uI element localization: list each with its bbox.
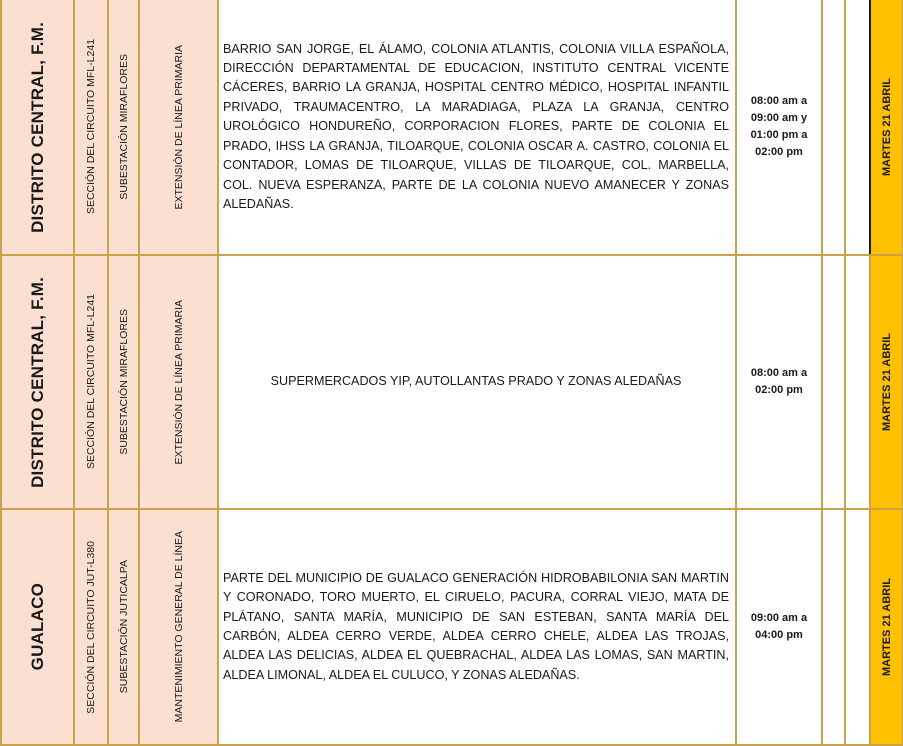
date-cell <box>870 509 903 745</box>
circuit-label: SECCIÓN DEL CIRCUITO MFL-L241 <box>85 294 97 470</box>
work-type-cell <box>139 0 218 255</box>
affected-areas-cell <box>218 509 736 745</box>
location-cell <box>1 0 74 255</box>
circuit-cell <box>74 255 108 509</box>
blank-cell <box>822 509 845 745</box>
circuit-label: SECCIÓN DEL CIRCUITO MFL-L241 <box>85 39 97 215</box>
hours-text: 09:00 am a 04:00 pm <box>750 612 808 641</box>
table-row <box>1 255 903 509</box>
substation-cell <box>108 0 139 255</box>
blank-cell <box>822 0 845 255</box>
hours-cell <box>736 0 822 255</box>
work-type-label: MANTENIMIENTO GENERAL DE LÍNEA <box>172 531 185 723</box>
hours-cell <box>736 509 822 745</box>
date-label: MARTES 21 ABRIL <box>880 78 893 176</box>
blank-cell <box>845 0 870 255</box>
affected-areas-cell <box>218 255 736 509</box>
hours-cell <box>736 255 822 509</box>
work-type-label: EXTENSIÓN DE LÍNEA PRIMARIA <box>172 299 185 465</box>
affected-areas-text: SUPERMERCADOS YIP, AUTOLLANTAS PRADO Y ZONAS ALEDAÑAS <box>270 374 682 389</box>
blank-cell <box>845 509 870 745</box>
location-label: GUALACO <box>27 583 47 671</box>
substation-label: SUBESTACIÓN MIRAFLORES <box>117 54 130 200</box>
work-type-cell <box>139 509 218 745</box>
location-label: DISTRITO CENTRAL, F.M. <box>27 276 47 488</box>
substation-cell <box>108 509 139 745</box>
work-type-cell <box>139 255 218 509</box>
hours-text: 08:00 am a 09:00 am y 01:00 pm a 02:00 pm <box>750 95 808 158</box>
date-label: MARTES 21 ABRIL <box>880 578 893 676</box>
table-row <box>1 0 903 255</box>
substation-label: SUBESTACIÓN JUTICALPA <box>117 560 130 694</box>
hours-text: 08:00 am a 02:00 pm <box>750 367 808 396</box>
affected-areas-text: BARRIO SAN JORGE, EL ÁLAMO, COLONIA ATLANTIS, COLONIA VILLA ESPAÑOLA, DIRECCIÓN DEPARTAMENTAL DE EDUCACION, INSTITUTO CENTRAL VICENTE CÁCERES, BARRIO LA GRANJA, HOSPITAL CENTRO MÉDICO, HOSPITAL INFANTIL PRIVADO, TRAUMACENTRO, LA MARADIAGA, PLAZA LA GRANJA, CENTRO UROLÓGICO HONDUREÑO, CORPORACION FLORES, PARTE DE COLONIA EL PRADO, IHSS LA GRANJA, TILOARQUE, COLONIA OSCAR A. CASTRO, COLONIA EL CONTADOR, LOMAS DE TILOARQUE, VILLAS DE TILOARQUE, COL. MARBELLA, COL. NUEVA ESPERANZA, PARTE DE LA COLONIA NUEVO AMANECER Y ZONAS ALEDAÑAS. <box>223 41 729 211</box>
circuit-cell <box>74 0 108 255</box>
date-cell <box>870 0 903 255</box>
circuit-cell <box>74 509 108 745</box>
substation-cell <box>108 255 139 509</box>
blank-cell <box>845 255 870 509</box>
location-cell <box>1 509 74 745</box>
affected-areas-cell <box>218 0 736 255</box>
affected-areas-text: PARTE DEL MUNICIPIO DE GUALACO GENERACIÓN HIDROBABILONIA SAN MARTIN Y CORONADO, TORO MUERTO, EL CIRUELO, PACURA, CORRAL VIEJO, MATA DE PLÁTANO, SANTA MARÍA, MUNICIPIO DE SAN ESTEBAN, SANTA MARÍA DEL CARBÓN, ALDEA CERRO VERDE, ALDEA CERRO CHELE, ALDEA LAS TROJAS, ALDEA LAS DELICIAS, ALDEA EL QUEBRACHAL, ALDEA LAS LOMAS, SAN MARTIN, ALDEA LIMONAL, ALDEA EL CULUCO, Y ZONAS ALEDAÑAS. <box>223 570 729 682</box>
location-cell <box>1 255 74 509</box>
table-row <box>1 509 903 745</box>
substation-label: SUBESTACIÓN MIRAFLORES <box>117 309 130 455</box>
date-label: MARTES 21 ABRIL <box>880 333 893 431</box>
circuit-label: SECCIÓN DEL CIRCUITO JUT-L380 <box>85 540 97 714</box>
date-cell <box>870 255 903 509</box>
location-label: DISTRITO CENTRAL, F.M. <box>27 21 47 233</box>
work-type-label: EXTENSIÓN DE LÍNEA PRIMARIA <box>172 44 185 210</box>
blank-cell <box>822 255 845 509</box>
